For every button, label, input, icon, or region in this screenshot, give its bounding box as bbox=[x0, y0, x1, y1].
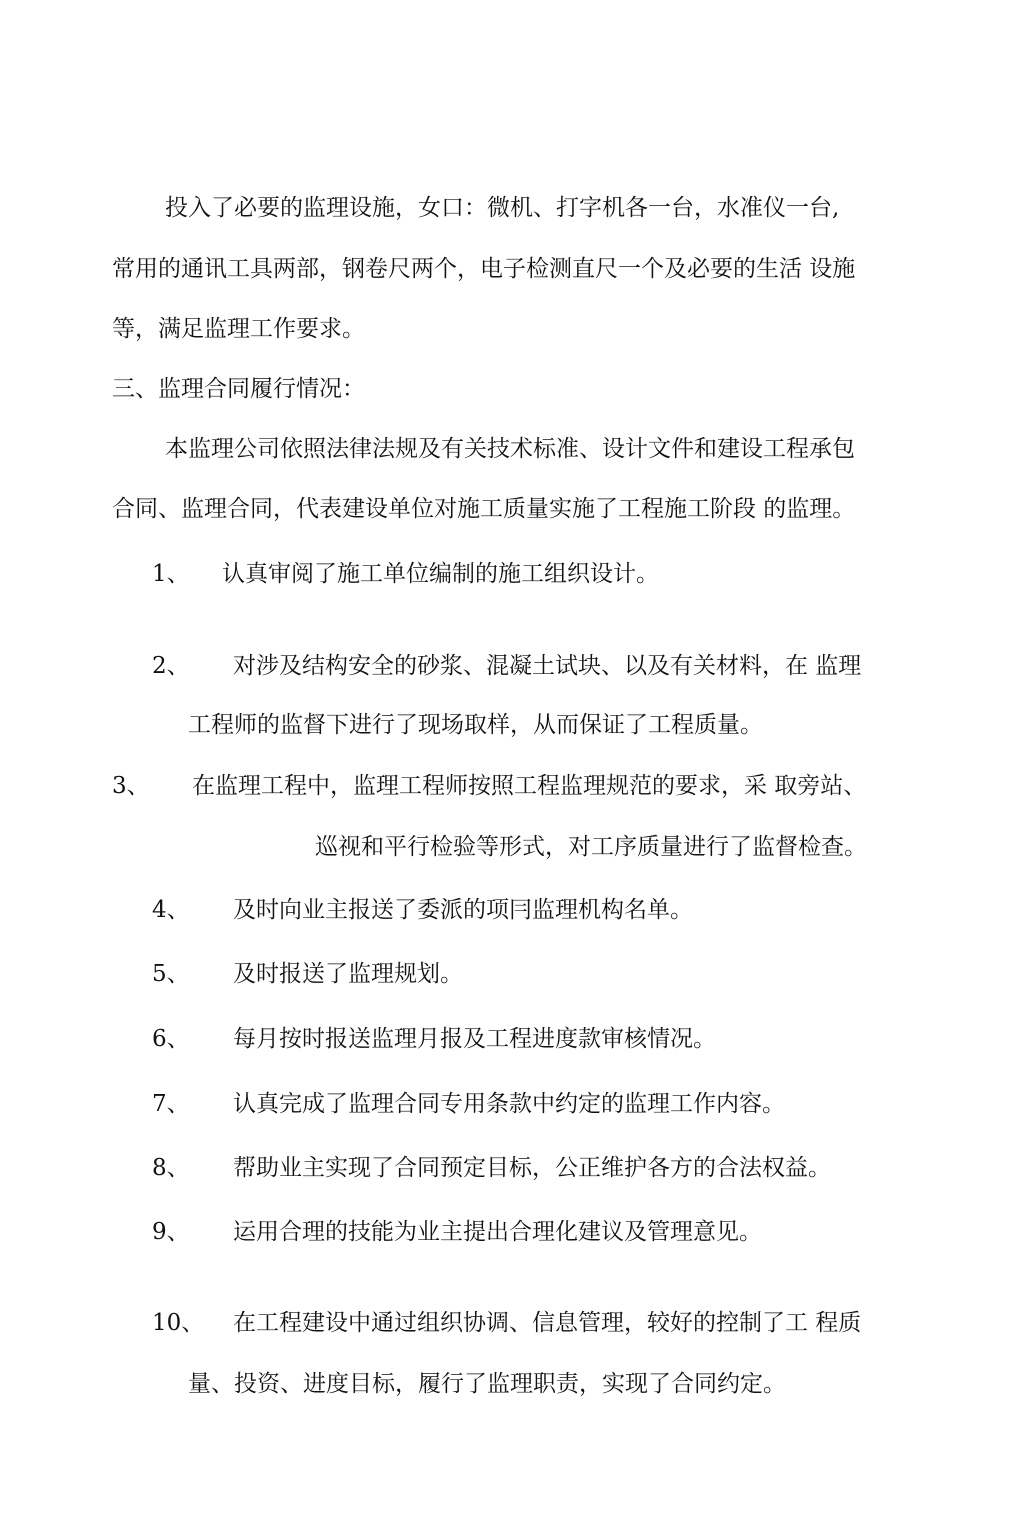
list-item-text: 及时向业主报送了委派的项冃监理机构名单。 bbox=[233, 897, 693, 923]
list-item-text: 对涉及结构安全的砂浆、混凝土试块、以及有关材料，在 监理 bbox=[233, 653, 862, 679]
list-item-continuation: 量、投资、进度目标，履行了监理职责，实现了合同约定。 bbox=[188, 1371, 786, 1397]
list-item-text: 认真审阅了施工单位编制的施工组织设计。 bbox=[222, 561, 659, 587]
list-item-continuation: 工程师的监督下进行了现场取样，从而保证了工程质量。 bbox=[188, 712, 763, 738]
list-item-number: 3、 bbox=[112, 773, 150, 799]
list-item-number: 1、 bbox=[152, 561, 190, 587]
paragraph-1-line-3: 等，满足监理工作要求。 bbox=[112, 316, 365, 342]
section-heading-3: 三、监理合同履行情况： bbox=[112, 376, 365, 402]
list-item-text: 及时报送了监理规划。 bbox=[233, 961, 463, 987]
list-item-text: 认真完成了监理合同专用条款中约定的监理工作内容。 bbox=[233, 1091, 785, 1117]
list-item-text: 运用合理的技能为业主提出合理化建议及管理意见。 bbox=[233, 1219, 762, 1245]
list-item-number: 7、 bbox=[152, 1091, 190, 1117]
list-item-number: 5、 bbox=[152, 961, 190, 987]
paragraph-2-line-1: 本监理公司依照法律法规及有关技术标准、设计文件和建设工程承包 bbox=[165, 436, 855, 462]
list-item-number: 2、 bbox=[152, 653, 190, 679]
list-item-number: 6、 bbox=[152, 1026, 190, 1052]
list-item-number: 8、 bbox=[152, 1155, 190, 1181]
list-item-text: 在监理工程中，监理工程师按照工程监理规范的要求，采 取旁站、 bbox=[192, 773, 867, 799]
paragraph-2-line-2: 合同、监理合同，代表建设单位对施工质量实施了工程施工阶段 的监理。 bbox=[112, 496, 856, 522]
list-item-text: 每月按时报送监理月报及工程进度款审核情况。 bbox=[233, 1026, 716, 1052]
list-item-text: 帮助业主实现了合同预定目标，公正维护各方的合法权益。 bbox=[233, 1155, 831, 1181]
list-item-number: 9、 bbox=[152, 1219, 190, 1245]
list-item-number: 4、 bbox=[152, 897, 190, 923]
list-item-number: 10、 bbox=[152, 1310, 205, 1336]
list-item-continuation: 巡视和平行检验等形式，对工序质量进行了监督检查。 bbox=[315, 834, 867, 860]
list-item-text: 在工程建设中通过组织协调、信息管理，较好的控制了工 程质 bbox=[233, 1310, 862, 1336]
paragraph-1-line-2: 常用的通讯工具两部，钢卷尺两个，电子检测直尺一个及必要的生活 设施 bbox=[112, 256, 856, 282]
paragraph-1-line-1: 投入了必要的监理设施，女口：微机、打字机各一台，水准仪一台, bbox=[165, 195, 840, 221]
